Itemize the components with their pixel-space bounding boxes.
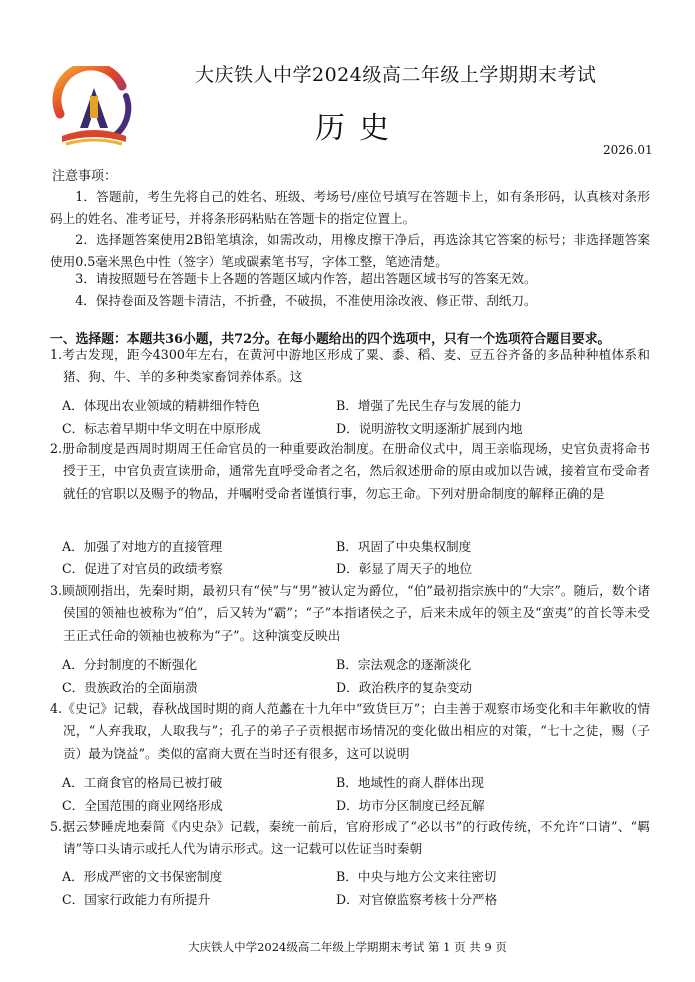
option-d: D．坊市分区制度已经瓦解 — [336, 798, 485, 813]
school-logo — [52, 66, 136, 150]
option-d: D．对官僚监察考核十分严格 — [336, 892, 498, 907]
notice-item: 1．答题前，考生先将自己的姓名、班级、考场号/座位号填写在答题卡上，如有条形码，认真核对条形码上的姓名、准考证号，并将条形码粘贴在答题卡的指定位置上。 — [50, 189, 650, 226]
exam-date: 2026.01 — [603, 143, 653, 157]
option-b: B．中央与地方公文来往密切 — [336, 869, 497, 884]
option-c: C．全国范围的商业网络形成 — [62, 798, 223, 813]
option-b: B．宗法观念的逐渐淡化 — [336, 657, 472, 672]
option-c: C．贵族政治的全面崩溃 — [62, 680, 198, 695]
option-b: B．增强了先民生存与发展的能力 — [336, 398, 522, 413]
option-a: A．工商食官的格局已被打破 — [62, 775, 223, 790]
option-d: D．说明游牧文明逐渐扩展到内地 — [336, 421, 523, 436]
option-c: C．国家行政能力有所提升 — [62, 892, 211, 907]
notice-item: 3．请按照题号在答题卡上各题的答题区域内作答，超出答题区域书写的答案无效。 — [75, 271, 537, 286]
question-stem: 1.考古发现，距今4300年左右，在黄河中游地区形成了粟、黍、稻、麦、豆五谷齐备的多品种种植体系和猪、狗、牛、羊的多种类家畜饲养体系。这 — [50, 347, 650, 385]
option-b: B．地域性的商人群体出现 — [336, 775, 484, 790]
section-heading: 一、选择题：本题共36小题，共72分。在每小题给出的四个选项中，只有一个选项符合题目要求。 — [50, 332, 611, 347]
option-c: C．促进了对官员的政绩考察 — [62, 561, 223, 576]
question-stem: 3.顾颉刚指出，先秦时期，最初只有“侯”与“男”被认定为爵位，“伯”最初指宗族中的“大宗”。随后，数个诸侯国的领袖也被称为“伯”，后又转为“霸”；“子”本指诸侯之子，后来未成年的领主及“蛮夷”的首长等未受王正式任命的领袖也被称为“子”。这种演变反映出 — [50, 583, 650, 643]
question-stem: 5.据云梦睡虎地秦简《内史杂》记载，秦统一前后，官府形成了“必以书”的行政传统，不允许“口请”、“羁请”等口头请示或托人代为请示形式。这一记载可以佐证当时秦朝 — [50, 819, 650, 857]
option-b: B．巩固了中央集权制度 — [336, 539, 472, 554]
subject-title: 历史 — [315, 111, 403, 146]
option-a: A．加强了对地方的直接管理 — [62, 539, 223, 554]
notice-item: 4．保持卷面及答题卡清洁，不折叠，不破损，不准使用涂改液、修正带、刮纸刀。 — [75, 293, 537, 308]
question-stem: 4.《史记》记载，春秋战国时期的商人范蠡在十九年中“致货巨万”；白圭善于观察市场变化和丰年歉收的情况，“人弃我取，人取我与”；孔子的弟子子贡根据市场情况的变化做出相应的对策，“七十之徒，赐（子贡）最为饶益”。类似的富商大贾在当时还有很多，这可以说明 — [50, 701, 650, 761]
question-stem: 2.册命制度是西周时期周王任命官员的一种重要政治制度。在册命仪式中，周王亲临现场，史官负责将命书授于王，中官负责宣读册命，通常先直呼受命者之名，然后叙述册命的原由或加以告诫，接着宣布受命者就任的官职以及赐予的物品，并嘱咐受命者谨慎行事，勿忘王命。下列对册命制度的解释正确的是 — [50, 441, 650, 501]
option-d: D．彰显了周天子的地位 — [336, 561, 473, 576]
notice-heading: 注意事项： — [52, 169, 118, 184]
notice-item: 2．选择题答案使用2B铅笔填涂，如需改动，用橡皮擦干净后，再选涂其它答案的标号；非选择题答案使用0.5毫米黑色中性（签字）笔或碳素笔书写，字体工整，笔迹清楚。 — [50, 232, 650, 269]
option-a: A．形成严密的文书保密制度 — [62, 869, 223, 884]
option-c: C．标志着早期中华文明在中原形成 — [62, 421, 261, 436]
option-a: A．体现出农业领域的精耕细作特色 — [62, 398, 261, 413]
option-a: A．分封制度的不断强化 — [62, 657, 198, 672]
school-exam-title: 大庆铁人中学2024级高二年级上学期期末考试 — [195, 64, 597, 86]
option-d: D．政治秩序的复杂变动 — [336, 680, 473, 695]
page-footer: 大庆铁人中学2024级高二年级上学期期末考试 第 1 页 共 9 页 — [188, 940, 507, 954]
